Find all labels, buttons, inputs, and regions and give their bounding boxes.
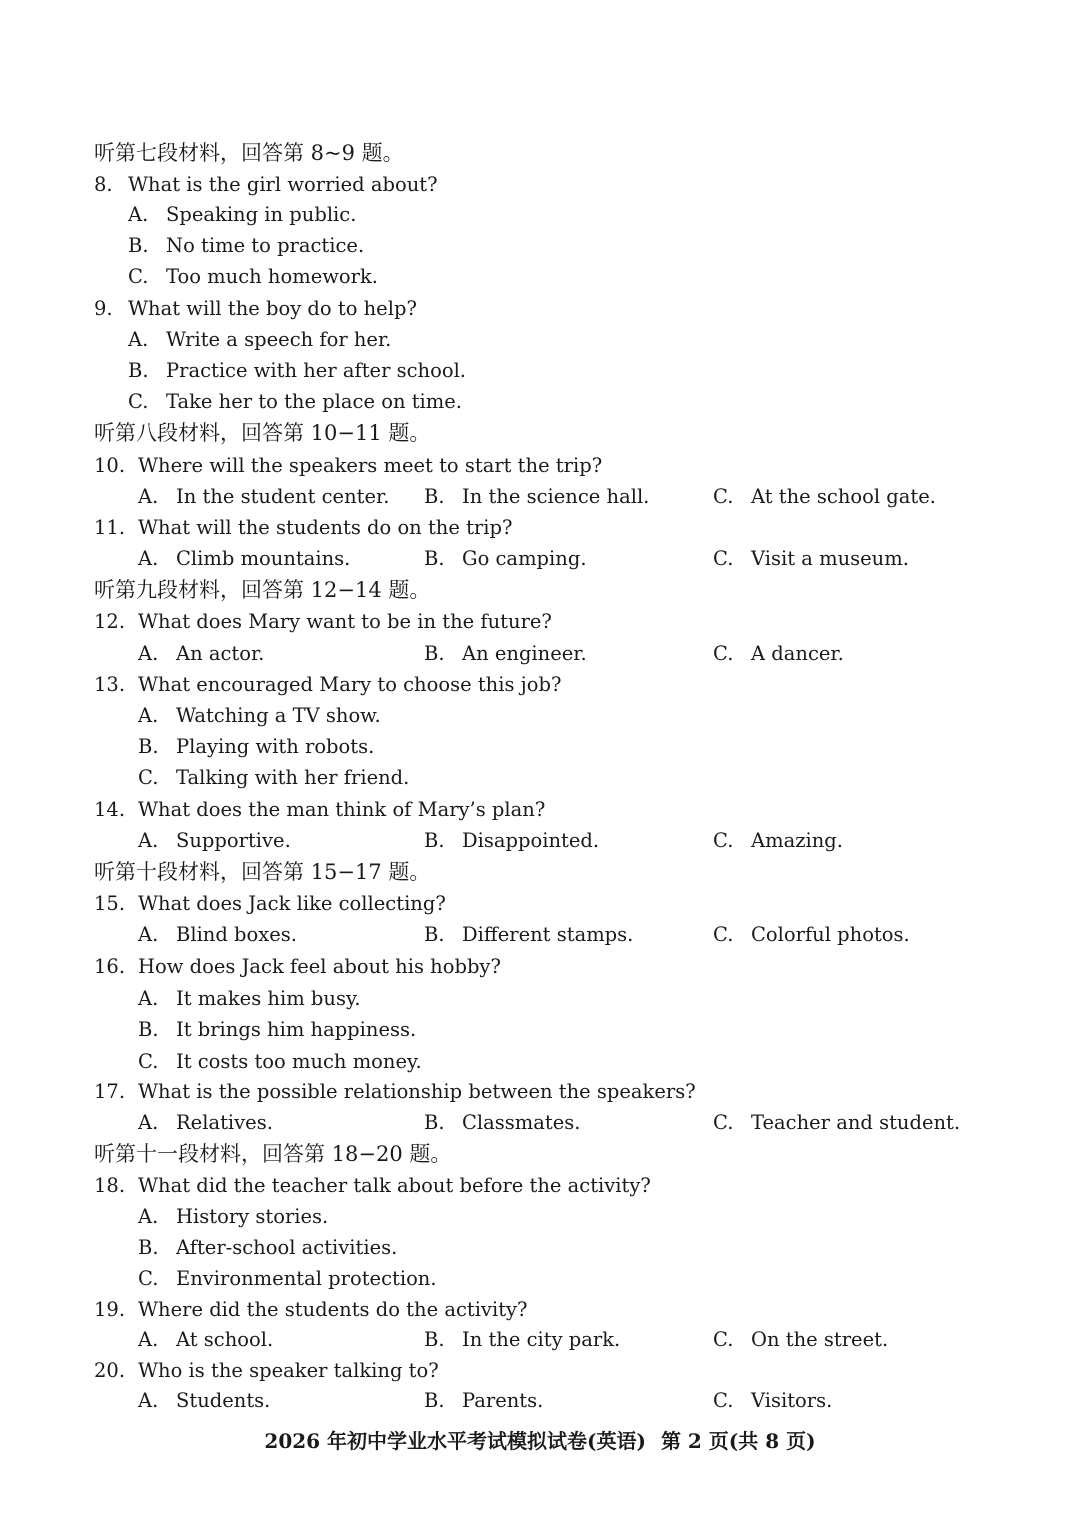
option-letter: C. <box>128 390 149 413</box>
option-row <box>0 386 1080 417</box>
footer-title: 2026 年初中学业水平考试模拟试卷(英语) <box>264 1429 646 1453</box>
option-text: An engineer. <box>462 642 587 665</box>
option-text: It makes him busy. <box>176 987 361 1010</box>
option-text: After-school activities. <box>176 1236 398 1259</box>
option-letter: A. <box>138 923 159 946</box>
option-text: Speaking in public. <box>166 203 357 226</box>
question-number: 14. <box>94 798 126 821</box>
option-letter: B. <box>128 359 149 382</box>
option-letter: A. <box>138 485 159 508</box>
option-letter: B. <box>424 923 445 946</box>
option-letter: A. <box>128 328 149 351</box>
option-row <box>0 481 1080 512</box>
option-text: It brings him happiness. <box>176 1018 417 1041</box>
option-row <box>0 919 1080 950</box>
option-letter: B. <box>128 234 149 257</box>
question-text: Who is the speaker talking to? <box>138 1359 439 1382</box>
option-letter: A. <box>128 203 149 226</box>
option-text: Watching a TV show. <box>176 704 381 727</box>
question-number: 16. <box>94 955 126 978</box>
option-letter: B. <box>424 1389 445 1412</box>
option-text: Environmental protection. <box>176 1267 437 1290</box>
question-text: What does Jack like collecting? <box>138 892 446 915</box>
question-18 <box>0 1170 1080 1201</box>
option-text: History stories. <box>176 1205 329 1228</box>
question-19 <box>0 1294 1080 1325</box>
question-number: 11. <box>94 516 126 539</box>
option-row <box>0 762 1080 793</box>
section-heading: 听第十一段材料，回答第 18−20 题。 <box>94 1142 452 1166</box>
option-row <box>0 700 1080 731</box>
question-number: 20. <box>94 1359 126 1382</box>
question-15 <box>0 888 1080 919</box>
option-text: Too much homework. <box>166 265 378 288</box>
option-text: Take her to the place on time. <box>166 390 463 413</box>
question-11 <box>0 512 1080 543</box>
option-row <box>0 983 1080 1014</box>
option-text: Disappointed. <box>462 829 600 852</box>
option-row <box>0 543 1080 574</box>
option-row <box>0 1014 1080 1045</box>
option-row <box>0 1046 1080 1077</box>
option-row <box>0 230 1080 261</box>
option-row <box>0 1263 1080 1294</box>
option-text: Climb mountains. <box>176 547 351 570</box>
option-letter: A. <box>138 642 159 665</box>
question-text: Where will the speakers meet to start the trip? <box>138 454 603 477</box>
question-text: Where did the students do the activity? <box>138 1298 528 1321</box>
option-text: Relatives. <box>176 1111 273 1134</box>
option-letter: C. <box>713 642 734 665</box>
footer-page-number: 第 2 页(共 8 页) <box>660 1429 816 1453</box>
question-number: 9. <box>94 297 113 320</box>
option-letter: C. <box>713 1328 734 1351</box>
option-text: Colorful photos. <box>751 923 910 946</box>
option-text: On the street. <box>751 1328 889 1351</box>
option-letter: C. <box>713 923 734 946</box>
question-12 <box>0 606 1080 637</box>
option-text: A dancer. <box>751 642 844 665</box>
question-8 <box>0 169 1080 200</box>
option-letter: B. <box>424 1328 445 1351</box>
option-text: Different stamps. <box>462 923 634 946</box>
option-letter: B. <box>424 642 445 665</box>
question-text: How does Jack feel about his hobby? <box>138 955 501 978</box>
question-text: What does Mary want to be in the future? <box>138 610 552 633</box>
section-heading: 听第十段材料，回答第 15−17 题。 <box>94 860 431 884</box>
option-text: Playing with robots. <box>176 735 375 758</box>
question-number: 17. <box>94 1080 126 1103</box>
option-letter: A. <box>138 829 159 852</box>
option-letter: C. <box>713 1111 734 1134</box>
section-heading: 听第九段材料，回答第 12−14 题。 <box>94 578 431 602</box>
option-text: At school. <box>176 1328 274 1351</box>
question-number: 10. <box>94 454 126 477</box>
option-letter: C. <box>138 766 159 789</box>
option-row <box>0 731 1080 762</box>
option-letter: A. <box>138 704 159 727</box>
option-letter: C. <box>713 829 734 852</box>
option-letter: B. <box>138 1236 159 1259</box>
section-heading: 听第八段材料，回答第 10−11 题。 <box>94 421 431 445</box>
question-number: 15. <box>94 892 126 915</box>
option-row <box>0 261 1080 292</box>
option-letter: B. <box>424 485 445 508</box>
option-row <box>0 355 1080 386</box>
option-text: Students. <box>176 1389 271 1412</box>
option-letter: A. <box>138 547 159 570</box>
option-row <box>0 324 1080 355</box>
question-14 <box>0 794 1080 825</box>
option-row <box>0 199 1080 230</box>
option-text: At the school gate. <box>751 485 936 508</box>
option-text: Practice with her after school. <box>166 359 467 382</box>
option-text: Classmates. <box>462 1111 581 1134</box>
question-text: What will the boy do to help? <box>128 297 417 320</box>
question-number: 8. <box>94 173 113 196</box>
option-row <box>0 1107 1080 1138</box>
option-row <box>0 825 1080 856</box>
question-text: What will the students do on the trip? <box>138 516 513 539</box>
option-text: Teacher and student. <box>751 1111 961 1134</box>
page-footer <box>0 1426 1080 1456</box>
question-9 <box>0 293 1080 324</box>
option-row <box>0 1201 1080 1232</box>
option-letter: C. <box>128 265 149 288</box>
option-text: Blind boxes. <box>176 923 298 946</box>
option-letter: B. <box>138 1018 159 1041</box>
option-row <box>0 638 1080 669</box>
option-text: Supportive. <box>176 829 291 852</box>
option-letter: A. <box>138 1205 159 1228</box>
option-letter: C. <box>713 485 734 508</box>
question-16 <box>0 951 1080 982</box>
option-text: Talking with her friend. <box>176 766 410 789</box>
option-row <box>0 1385 1080 1416</box>
question-number: 18. <box>94 1174 126 1197</box>
question-10 <box>0 450 1080 481</box>
question-13 <box>0 669 1080 700</box>
question-number: 13. <box>94 673 126 696</box>
option-text: Go camping. <box>462 547 587 570</box>
option-text: An actor. <box>176 642 265 665</box>
section-heading: 听第七段材料，回答第 8~9 题。 <box>94 141 404 165</box>
option-text: Visit a museum. <box>751 547 909 570</box>
question-17 <box>0 1076 1080 1107</box>
option-letter: A. <box>138 1389 159 1412</box>
option-letter: C. <box>713 547 734 570</box>
option-letter: C. <box>713 1389 734 1412</box>
option-text: In the science hall. <box>462 485 650 508</box>
question-text: What encouraged Mary to choose this job? <box>138 673 562 696</box>
question-text: What is the girl worried about? <box>128 173 438 196</box>
option-text: Visitors. <box>751 1389 833 1412</box>
option-text: Write a speech for her. <box>166 328 392 351</box>
option-letter: C. <box>138 1050 159 1073</box>
option-letter: A. <box>138 1328 159 1351</box>
option-letter: B. <box>424 1111 445 1134</box>
option-text: Parents. <box>462 1389 544 1412</box>
question-text: What did the teacher talk about before the activity? <box>138 1174 651 1197</box>
option-letter: A. <box>138 987 159 1010</box>
question-number: 12. <box>94 610 126 633</box>
question-20 <box>0 1355 1080 1386</box>
question-text: What does the man think of Mary’s plan? <box>138 798 546 821</box>
option-text: In the student center. <box>176 485 390 508</box>
option-letter: B. <box>424 829 445 852</box>
question-text: What is the possible relationship between the speakers? <box>138 1080 696 1103</box>
option-letter: B. <box>138 735 159 758</box>
option-row <box>0 1232 1080 1263</box>
option-text: No time to practice. <box>166 234 365 257</box>
option-text: It costs too much money. <box>176 1050 422 1073</box>
option-text: Amazing. <box>751 829 843 852</box>
option-row <box>0 1324 1080 1355</box>
option-letter: C. <box>138 1267 159 1290</box>
option-text: In the city park. <box>462 1328 621 1351</box>
question-number: 19. <box>94 1298 126 1321</box>
option-letter: A. <box>138 1111 159 1134</box>
option-letter: B. <box>424 547 445 570</box>
